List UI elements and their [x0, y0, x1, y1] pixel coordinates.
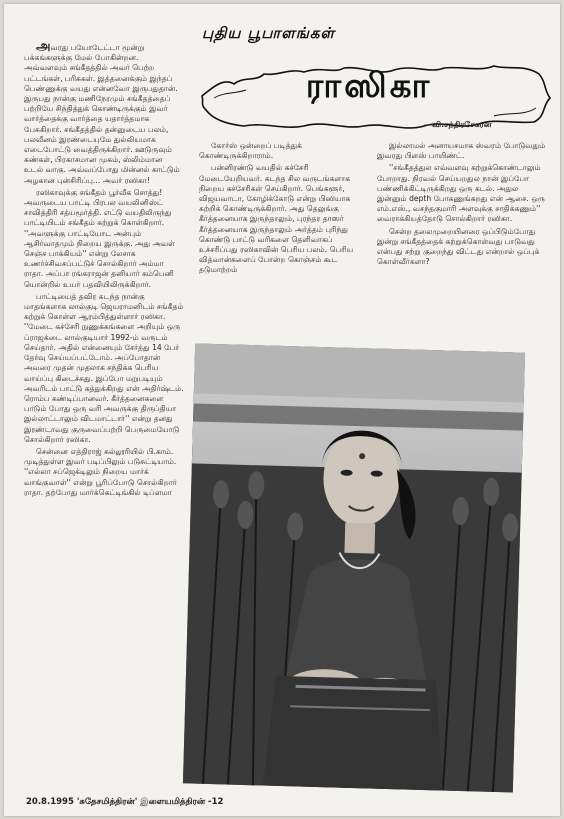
article-column-3 — [377, 141, 547, 356]
article-column-2 — [199, 141, 369, 356]
portrait-photo-illustration — [183, 343, 525, 792]
paragraph: அவரது பயோடேட்டா மூன்று பக்கங்களுக்கு மேல் போகின்றன. அவ்வளவும் சங்கீதத்தில் அவர் பெற்ற பட்டங்கள், பரிசுகள். இத்தனைக்கும் இந்தப் பெண்ணுக்கு வயது என்னவோ இருபதுதான். இருபது நான்கு மணிநேரமும் சங்கீதத்தைப் பற்றியே சிந்தித்துக் கொண்டிருக்கும் இவர் வார்த்தைக்கு வார்த்தை யதார்த்தமாக பேசுகிறார். சங்கீதத்தில் தன்னுடைய பலம், பலவீனம் இரண்டையுமே துல்லியமாக எடைபோட்டு வைத்திருக்கிறார். ஊடுருவும் கண்கள், பிரகாசமான முகம், ஸ்லிம்மான உடல் வாகு. அவ்வப்போது மின்னல் காட்டும் அழகான புன்சிரிப்பு... அவர் ரஸிகா! — [24, 42, 184, 186]
paragraph: ''சங்கீதத்துல எவ்வளவு கற்றுக்கொண்டாலும் போறாது. நிரவல் செய்யறதுல நான் இப்போ பண்ணிக்கிட்டிருக்கிறது ஒரு கடல். அதுல இன்னும் depth போகணுங்கறது என் ஆசை. ஒரு எம்.எஸ்., வசந்தகுமாரி அளவுக்கு சாதிக்கணும்'' வைராக்கியத்தோடு சொல்கிறார் ரஸிகா. — [377, 163, 545, 224]
paragraph: பன்னிரண்டு வயதில் கச்சேரி மேடையேறியவர். கடந்த சில வருடங்களாக நிறைய கச்சேரிகள் செய்கிறார். பெங்களூர், விஜயவாடா, கோழிக்கோடு என்று பிஸியாக சுற்றிக் கொண்டிருக்கிறார். அது தெலுங்கு கீர்த்தனையாக இருந்தாலும், புரந்தர தாஸர் கீர்த்தனையாக இருந்தாலும் அர்த்தம் புரிந்து கொண்டு பாட்டு வரிகளை தெளிவாகப் உச்சரிப்பது ரஸிகாவின் பெரிய பலம். பெரிய வித்வான்களைப் போன்ற கொஞ்சம் கூட தடுமாற்றம் — [199, 163, 354, 275]
magazine-page — [4, 4, 560, 816]
drop-cap: அ — [36, 42, 51, 54]
article-column-1 — [24, 42, 184, 772]
paragraph: ரஸிகாவுக்கு சங்கீதம் பூர்வீக சொத்து! அவருடைய பாட்டி பிரபல வயலினிஸ்ட் சாவித்திரி சத்யமூர்த்தி. எட்டு வயதிலிருந்து பாட்டியிடம் சங்கீதம் கற்றுக் கொள்கிறார். ''அவளுக்கு பாட்டியோட அன்பும் ஆசிர்வாதமும் நிறைய இருக்கு. அது அவள் செஞ்ச பாக்கியம்'' என்று லேசாக உணர்ச்சிவசப்பட்டுச் சொல்கிறார் அம்மா ராதா. அப்பா ரங்கராஜன் தனியார் கம்பெனி யொன்றில் உயர் பதவியிலிருக்கிறார். — [24, 187, 176, 289]
paragraph: சென்னை எத்திராஜ் கல்லூரியில் பி.காம். முடித்துள்ள இவர் படிப்பிலும் படுசுட்டியாம். ''எல்லா சப்ஜெக்டிலும் நிறைய மார்க் வாங்குவாள்'' என்று பூரிப்போடு சொல்கிறார் ராதா. தற்போது மார்க்கெட்டிங்கில் டிப்ளமா — [24, 446, 177, 497]
paragraph: இல்லாமல் அனாயசமாக ஸ்வரம் போடுவதும் இவரது பிளஸ் பாயிண்ட். — [377, 141, 546, 161]
paragraph: கோர்ஸ் ஒன்றைப் படித்துக் கொண்டிருக்கிறாராம். — [199, 141, 302, 161]
page-footer: 20.8.1995 'சுதேசமித்திரன்' இளையமித்திரன் -12 — [26, 797, 224, 807]
paragraph: சென்ற தலைமுறையினரை ஒப்பிடும்போது இன்று சங்கீதத்தைக் கற்றுக்கொள்வது பாடுவது என்பது சற்று குறைந்து விட்டது என்றால் ஒப்புக் கொள்வீர்களா? — [377, 226, 540, 267]
byline: —வி.சந்திரசேகரன் — [424, 120, 492, 129]
article-title: ராஸிகா — [305, 66, 433, 106]
portrait-photo — [183, 343, 525, 792]
section-title: புதிய பூபாளங்கள் — [202, 24, 336, 42]
paragraph: பாட்டியைத் தவிர கடந்த நான்கு மாதங்களாக லால்குடி ஜெயராமனிடம் சங்கீதம் கற்றுக் கொள்ள ஆரம்பித்துள்ளார் ரஸிகா. ''மேடை கச்சேரி நுணுக்கங்களை அறியும் ஒரு ப்ராஜக்டை லால்குடியார் 1992-ம் வருடம் செய்தார். அதில் என்னையும் சேர்த்து 14 பேர் தேர்வு செய்யப்பட்டோம். அப்போதான் அவரை முதன் முதலாக சந்திக்க பெரிய வாய்ப்பு கிடைச்சுது. இப்போ மறுபடியும் அவரிடம் பாட்டு கத்துக்கிறது என் அதிர்ஷ்டம். ரொம்ப கண்டிப்பானவர். கீர்த்தனைகளை பாடும் போது ஒரு வரி அவருக்கு திருப்தியா இல்லாட்டாலும் விடமாட்டார்'' என்று தனது இரண்டாவது குருவைப்பற்றி பெருமையோடு சொல்கிறார் ரஸிகா. — [24, 291, 184, 444]
